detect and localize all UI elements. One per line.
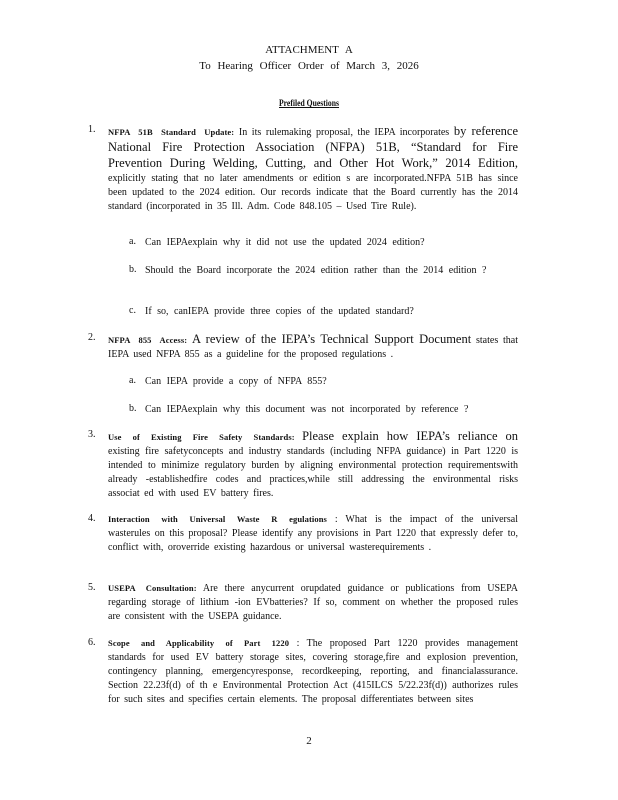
question-number: 5. [88,582,96,593]
sub-question-text: Should the Board incorporate the 2024 edition rather than the 2014 edition ? [145,265,487,276]
question-text-continued: existing fire safetyconcepts and industry standards (including NFPA guidance) in Part 1220 is intended to minimize regulatory burden by aligning environmental protection requirementswith already -establishedfire codes and practices,while still addressing the environmental risks associat ed with used EV battery fires. [108,445,518,499]
question-number: 2. [88,332,96,343]
question-1 [88,124,519,213]
sub-letter: b. [129,264,137,275]
question-topic: NFPA 51B Standard Update: [108,127,235,137]
question-number: 1. [88,124,96,135]
question-1-sub-b [129,264,490,278]
question-5 [88,582,519,624]
question-2-sub-a [129,375,515,389]
question-1-sub-c [129,305,490,319]
section-title [46,98,571,108]
question-1-sub-a [129,236,490,250]
sub-question-text: Can IEPA provide a copy of NFPA 855? [145,376,327,387]
attachment-heading: ATTACHMENT A [265,44,353,56]
sub-letter: a. [129,375,136,386]
question-text-continued: explicitly stating that no later amendments or edition s are incorporated.NFPA 51B has since been updated to the 2024 edition. Our records indicate that the Board currently has the 2014 standard (incorporated in 35 Ill. Adm. Code 848.105 – Used Tire Rule). [108,172,518,212]
question-text-continued: : What is the impact of the universal wasterules on this proposal? Please identify any provisions in Part 1220 that expressly defer to, conflict with, oroverride existing hazardous or universal wasterequirements . [108,514,518,553]
question-text: In its rulemaking proposal, the IEPA incorporates [238,127,450,138]
question-text-large: Please explain how IEPA’s reliance on [302,429,518,443]
sub-question-text: If so, canIEPA provide three copies of the updated standard? [145,306,414,317]
question-6 [88,637,518,707]
question-number: 6. [88,637,96,648]
question-text-continued: Are there anycurrent orupdated guidance or publications from USEPA regarding storage of lithium -ion EVbatteries? If so, comment on whether the proposed rules are consistent with the USEPA guidance. [108,583,519,622]
question-4 [88,513,518,555]
sub-letter: b. [129,403,137,414]
sub-letter: c. [129,305,136,316]
page-number: 2 [306,735,312,747]
question-number: 3. [88,429,96,440]
question-2 [88,332,518,362]
question-text-continued: : The proposed Part 1220 provides management standards for used EV battery storage sites, covering storage,fire and explosion prevention, contingency planning, emergencyresponse, recordkeeping, reporting, and financialassurance. Section 22.23f(d) of th e Environmental Protection Act (415ILCS 5/22.23f(d)) authorizes rules for such sites and specifies certain elements. The proposal differentiates between sites [108,638,518,705]
question-text-continued: states that IEPA used NFPA 855 as a guideline for the proposed regulations . [108,335,518,360]
sub-question-text: Can IEPAexplain why it did not use the updated 2024 edition? [145,237,425,248]
question-topic: Use of Existing Fire Safety Standards: [108,432,295,442]
sub-question-text: Can IEPAexplain why this document was not incorporated by reference ? [145,404,469,415]
question-topic: NFPA 855 Access: [108,335,188,345]
question-topic: Interaction with Universal Waste R egulations [108,514,327,524]
question-text-large: A review of the IEPA’s Technical Support Document [191,332,472,346]
question-3 [88,429,518,501]
question-topic: Scope and Applicability of Part 1220 [108,638,290,648]
question-2-sub-b [129,403,525,417]
question-topic: USEPA Consultation: [108,583,197,593]
sub-letter: a. [129,236,136,247]
hearing-officer-order-line: To Hearing Officer Order of March 3, 2026 [199,60,419,72]
section-title-text: Prefiled Questions [278,98,340,108]
question-number: 4. [88,513,96,524]
question-text-large: by reference National Fire Protection Association (NFPA) 51B, “Standard for Fire Prevention During Welding, Cutting, and Other Hot Work,” 2014 Edition, [108,124,519,170]
